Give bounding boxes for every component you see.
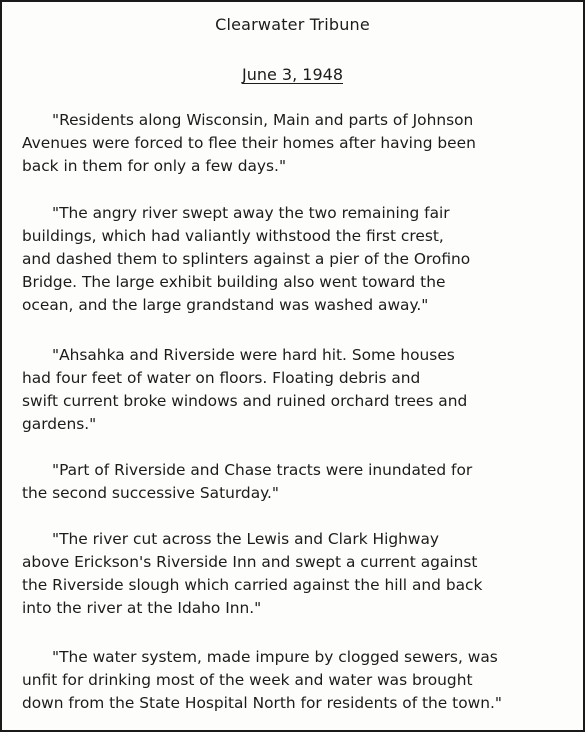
article-paragraph-3	[22, 344, 572, 436]
article-date	[2, 65, 583, 84]
paragraph-line: buildings, which had valiantly withstood the first crest,	[22, 227, 444, 245]
article-paragraph-1	[22, 109, 572, 178]
paragraph-line: "Ahsahka and Riverside were hard hit. Some houses	[52, 346, 455, 364]
paragraph-line: "The river cut across the Lewis and Clark Highway	[52, 530, 439, 548]
article-paragraph-2	[22, 202, 572, 317]
paragraph-line: ocean, and the large grandstand was washed away."	[22, 296, 429, 314]
paragraph-line: "Part of Riverside and Chase tracts were inundated for	[52, 461, 473, 479]
article-paragraph-6	[22, 646, 572, 715]
article-paragraph-5	[22, 528, 572, 620]
article-date-text: June 3, 1948	[242, 65, 343, 84]
paragraph-line: Avenues were forced to flee their homes after having been	[22, 134, 476, 152]
paragraph-line: gardens."	[22, 415, 97, 433]
paragraph-line: "The angry river swept away the two remaining fair	[52, 204, 450, 222]
paragraph-line: down from the State Hospital North for residents of the town."	[22, 694, 502, 712]
paragraph-line: "Residents along Wisconsin, Main and parts of Johnson	[52, 111, 474, 129]
paragraph-line: Bridge. The large exhibit building also went toward the	[22, 273, 446, 291]
paragraph-line: above Erickson's Riverside Inn and swept a current against	[22, 553, 478, 571]
paragraph-line: and dashed them to splinters against a pier of the Orofino	[22, 250, 471, 268]
paragraph-line: back in them for only a few days."	[22, 157, 287, 175]
article-paragraph-4	[22, 459, 572, 505]
paragraph-line: unfit for drinking most of the week and water was brought	[22, 671, 473, 689]
paragraph-line: the second successive Saturday."	[22, 484, 280, 502]
paragraph-line: "The water system, made impure by clogged sewers, was	[52, 648, 498, 666]
newspaper-masthead: Clearwater Tribune	[215, 15, 370, 34]
paragraph-line: the Riverside slough which carried against the hill and back	[22, 576, 483, 594]
paragraph-line: had four feet of water on floors. Floating debris and	[22, 369, 421, 387]
paragraph-line: into the river at the Idaho Inn."	[22, 599, 262, 617]
paragraph-line: swift current broke windows and ruined orchard trees and	[22, 392, 468, 410]
